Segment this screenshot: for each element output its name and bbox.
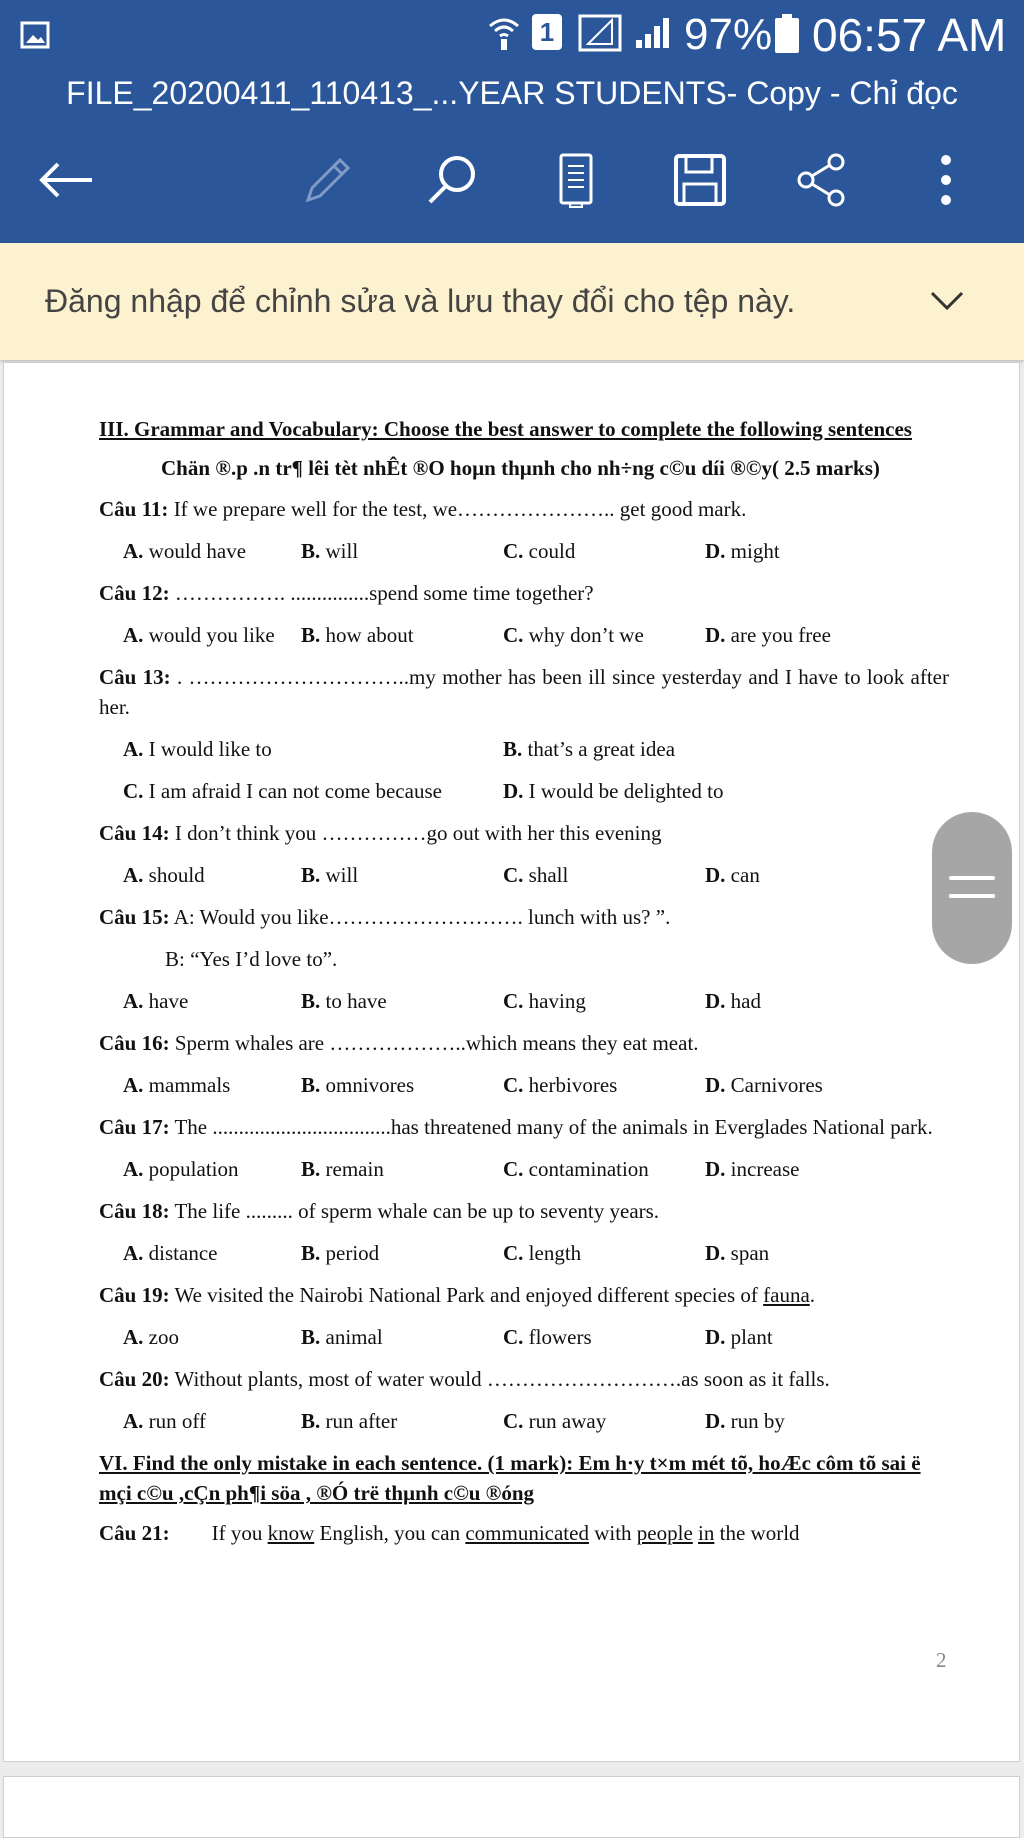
option: B. period <box>301 1241 380 1265</box>
banner-message: Đăng nhập để chỉnh sửa và lưu thay đổi cho tệp này. <box>45 283 796 319</box>
question-text: . …………………………..my mother has been ill since yesterday and I have to look after her. <box>99 665 949 719</box>
next-document-page <box>3 1776 1020 1838</box>
option: D. span <box>705 1241 770 1265</box>
question-label: Câu 19: <box>99 1283 170 1307</box>
option: D. increase <box>705 1157 800 1181</box>
option: C. could <box>503 539 576 563</box>
question-label: Câu 14: <box>99 821 170 845</box>
option: D. had <box>705 989 761 1013</box>
section-heading: VI. Find the only mistake in each sentence. (1 mark): Em h·y t×m mét tõ, hoÆc côm tõ sai ë mçi c©u ,cÇn ph¶i söa , ®Ó trë thµnh c©u ®óng <box>99 1451 921 1505</box>
question-label: Câu 15: <box>99 905 170 929</box>
back-arrow-icon[interactable] <box>34 148 98 212</box>
question-15-reply: B: “Yes I’d love to”. <box>165 947 338 971</box>
underlined-word: communicated <box>465 1521 589 1545</box>
question-label: Câu 13: <box>99 665 171 689</box>
section-heading: III. Grammar and Vocabulary: Choose the best answer to complete the following sentences <box>99 417 912 441</box>
question-12 <box>99 578 949 608</box>
question-label: Câu 12: <box>99 581 170 605</box>
question-label: Câu 17: <box>99 1115 170 1139</box>
sim-indicator: 1 <box>532 14 562 50</box>
options-19 <box>99 1322 949 1352</box>
document-content <box>99 414 949 1560</box>
question-label: Câu 20: <box>99 1367 170 1391</box>
option: B. will <box>301 863 359 887</box>
option: B. will <box>301 539 359 563</box>
gallery-notification-icon <box>20 20 50 55</box>
document-title: FILE_20200411_110413_...YEAR STUDENTS- Copy - Chỉ đọc <box>66 75 958 111</box>
clock: 06:57 AM <box>812 9 1007 61</box>
more-vertical-icon[interactable] <box>914 148 978 212</box>
option: A. distance <box>123 1241 218 1265</box>
option: B. how about <box>301 623 414 647</box>
question-18 <box>99 1196 949 1226</box>
chevron-down-icon[interactable] <box>926 280 968 327</box>
options-17 <box>99 1154 949 1184</box>
search-icon[interactable] <box>420 148 484 212</box>
option: A. would you like <box>123 623 275 647</box>
option: D. can <box>705 863 760 887</box>
options-16 <box>99 1070 949 1100</box>
option: D. I would be delighted to <box>503 779 724 803</box>
option: B. remain <box>301 1157 384 1181</box>
question-label: Câu 18: <box>99 1199 170 1223</box>
options-18 <box>99 1238 949 1268</box>
question-text: I don’t think you ……………go out with her this evening <box>169 821 662 845</box>
option: C. herbivores <box>503 1073 618 1097</box>
options-13-row2 <box>99 776 949 806</box>
question-13 <box>99 662 949 722</box>
option: C. length <box>503 1241 582 1265</box>
question-label: Câu 21: <box>99 1521 170 1545</box>
option: C. run away <box>503 1409 607 1433</box>
options-13-row1 <box>99 734 949 764</box>
save-icon[interactable] <box>668 148 732 212</box>
question-text: The life ......... of sperm whale can be up to seventy years. <box>169 1199 660 1223</box>
question-11 <box>99 494 949 524</box>
question-text: A: Would you like………………………. lunch with us? ”. <box>169 905 671 929</box>
option: C. why don’t we <box>503 623 644 647</box>
option: D. are you free <box>705 623 831 647</box>
options-11 <box>99 536 949 566</box>
option: D. Carnivores <box>705 1073 823 1097</box>
signal-sim2-icon <box>634 16 676 55</box>
option: A. population <box>123 1157 239 1181</box>
question-label: Câu 16: <box>99 1031 170 1055</box>
option: C. I am afraid I can not come because <box>123 779 442 803</box>
option: A. have <box>123 989 189 1013</box>
question-19: Câu 19: We visited the Nairobi National Park and enjoyed different species of fauna. <box>99 1283 816 1307</box>
question-17 <box>99 1112 949 1142</box>
option: A. would have <box>123 539 247 563</box>
share-icon[interactable] <box>790 148 854 212</box>
battery-percent: 97% <box>684 10 773 59</box>
question-20 <box>99 1364 949 1394</box>
option: C. flowers <box>503 1325 592 1349</box>
question-15 <box>99 902 949 932</box>
battery-icon <box>774 14 800 59</box>
options-14 <box>99 860 949 890</box>
option: D. plant <box>705 1325 773 1349</box>
signal-sim1-icon <box>578 14 622 57</box>
toolbar <box>0 140 1024 220</box>
option: D. run by <box>705 1409 785 1433</box>
option: B. omnivores <box>301 1073 415 1097</box>
reading-view-icon[interactable] <box>544 148 608 212</box>
option: A. mammals <box>123 1073 231 1097</box>
option: C. contamination <box>503 1157 649 1181</box>
option: B. run after <box>301 1409 398 1433</box>
question-14 <box>99 818 949 848</box>
option: A. should <box>123 863 205 887</box>
status-bar <box>0 0 1024 70</box>
scroll-handle[interactable] <box>932 812 1012 964</box>
option: A. zoo <box>123 1325 179 1349</box>
section-instruction: Chän ®.p .n tr¶ lêi tèt nhÊt ®O hoµn thµnh cho nh÷ng c©u díi ®©y( 2.5 marks) <box>161 456 880 480</box>
underlined-word: people <box>636 1521 693 1545</box>
question-text: Sperm whales are ………………..which means they eat meat. <box>169 1031 699 1055</box>
underlined-word: in <box>698 1521 715 1545</box>
app-header <box>0 0 1024 243</box>
option: B. that’s a great idea <box>503 737 676 761</box>
option: B. to have <box>301 989 387 1013</box>
wifi-calling-icon <box>486 14 522 57</box>
page-number: 2 <box>936 1648 947 1672</box>
options-20 <box>99 1406 949 1436</box>
underlined-word: know <box>267 1521 315 1545</box>
option: D. might <box>705 539 780 563</box>
option: C. having <box>503 989 586 1013</box>
option: C. shall <box>503 863 569 887</box>
options-12 <box>99 620 949 650</box>
question-21: Câu 21: If you know English, you can communicated with people in the world <box>99 1521 800 1545</box>
option: A. I would like to <box>123 737 272 761</box>
question-text: If we prepare well for the test, we………………….. get good mark. <box>168 497 747 521</box>
options-15 <box>99 986 949 1016</box>
question-text: The ..................................has threatened many of the animals in Everglades National park. <box>169 1115 933 1139</box>
option: A. run off <box>123 1409 207 1433</box>
sign-in-banner[interactable] <box>0 243 1024 360</box>
question-16 <box>99 1028 949 1058</box>
question-label: Câu 11: <box>99 497 169 521</box>
underlined-word: fauna <box>763 1283 810 1307</box>
question-text: Without plants, most of water would ……………………….as soon as it falls. <box>169 1367 830 1391</box>
question-text: ……………. ...............spend some time together? <box>169 581 594 605</box>
option: B. animal <box>301 1325 383 1349</box>
edit-pencil-icon[interactable] <box>296 148 360 212</box>
